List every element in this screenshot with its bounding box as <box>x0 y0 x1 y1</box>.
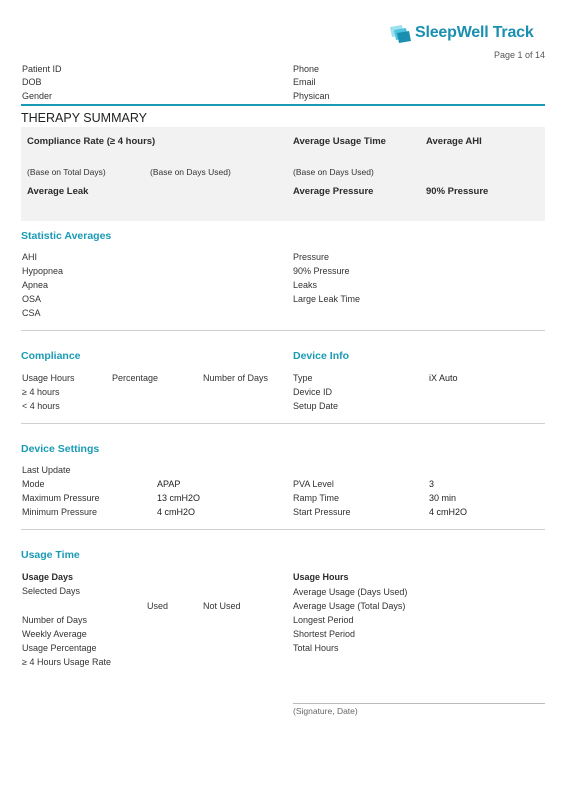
patient-id-label: Patient ID <box>22 64 62 74</box>
pva-level-label: PVA Level <box>293 479 334 489</box>
start-pressure-value: 4 cmH2O <box>429 507 468 517</box>
ramp-time-value: 30 min <box>429 493 457 503</box>
start-pressure-label: Start Pressure <box>293 507 351 517</box>
base-days-used-left-label: (Base on Days Used) <box>150 167 231 177</box>
usage-hours-header: Usage Hours <box>293 572 349 582</box>
last-update-label: Last Update <box>22 465 71 475</box>
usage-rate-label: ≥ 4 Hours Usage Rate <box>22 657 111 667</box>
number-of-days-label: Number of Days <box>22 615 88 625</box>
device-id-label: Device ID <box>293 387 333 397</box>
stat-pressure: Pressure <box>293 252 330 262</box>
pva-level-value: 3 <box>429 479 435 489</box>
compliance-row-ge4: ≥ 4 hours <box>22 387 60 397</box>
compliance-title: Compliance <box>21 350 81 362</box>
page-number: Page 1 of 14 <box>493 50 545 60</box>
not-used-label: Not Used <box>203 601 241 611</box>
compliance-col-number-of-days: Number of Days <box>203 373 269 383</box>
ramp-time-label: Ramp Time <box>293 493 340 503</box>
min-pressure-label: Minimum Pressure <box>22 507 98 517</box>
weekly-average-label: Weekly Average <box>22 629 87 639</box>
section-divider <box>21 529 545 530</box>
compliance-col-usage-hours: Usage Hours <box>22 373 75 383</box>
compliance-rate-label: Compliance Rate (≥ 4 hours) <box>27 136 156 147</box>
physician-label: Physican <box>293 91 330 101</box>
base-total-days-label: (Base on Total Days) <box>27 167 106 177</box>
pressure-90-label: 90% Pressure <box>426 186 489 197</box>
stat-osa: OSA <box>22 294 42 304</box>
header-divider <box>21 104 545 106</box>
mode-label: Mode <box>22 479 45 489</box>
email-label: Email <box>293 77 316 87</box>
compliance-col-percentage: Percentage <box>112 373 159 383</box>
avg-usage-total-days-label: Average Usage (Total Days) <box>293 601 406 611</box>
max-pressure-value: 13 cmH2O <box>157 493 201 503</box>
longest-period-label: Longest Period <box>293 615 354 625</box>
phone-label: Phone <box>293 64 320 74</box>
layered-shapes-logo-icon <box>388 23 412 45</box>
brand-name: SleepWell Track <box>415 24 534 41</box>
average-usage-time-label: Average Usage Time <box>293 136 386 147</box>
device-info-title: Device Info <box>293 350 350 362</box>
stat-apnea: Apnea <box>22 280 49 290</box>
stat-hypopnea: Hypopnea <box>22 266 64 276</box>
mode-value: APAP <box>157 479 181 489</box>
shortest-period-label: Shortest Period <box>293 629 356 639</box>
avg-usage-days-used-label: Average Usage (Days Used) <box>293 587 408 597</box>
base-days-used-right-label: (Base on Days Used) <box>293 167 374 177</box>
average-pressure-label: Average Pressure <box>293 186 374 197</box>
statistic-averages-title: Statistic Averages <box>21 230 112 242</box>
section-divider <box>21 423 545 424</box>
compliance-row-lt4: < 4 hours <box>22 401 60 411</box>
used-label: Used <box>147 601 169 611</box>
dob-label: DOB <box>22 77 42 87</box>
signature-label: (Signature, Date) <box>293 706 358 716</box>
stat-csa: CSA <box>22 308 41 318</box>
selected-days-label: Selected Days <box>22 586 81 596</box>
setup-date-label: Setup Date <box>293 401 339 411</box>
average-leak-label: Average Leak <box>27 186 89 197</box>
stat-ahi: AHI <box>22 252 38 262</box>
signature-line <box>293 703 545 704</box>
usage-time-title: Usage Time <box>21 549 80 561</box>
gender-label: Gender <box>22 91 53 101</box>
stat-90-pressure: 90% Pressure <box>293 266 350 276</box>
average-ahi-label: Average AHI <box>426 136 482 147</box>
therapy-summary-title: THERAPY SUMMARY <box>21 111 147 125</box>
total-hours-label: Total Hours <box>293 643 339 653</box>
usage-days-header: Usage Days <box>22 572 74 582</box>
usage-percentage-label: Usage Percentage <box>22 643 97 653</box>
section-divider <box>21 330 545 331</box>
min-pressure-value: 4 cmH2O <box>157 507 196 517</box>
device-type-value: iX Auto <box>429 373 458 383</box>
device-type-label: Type <box>293 373 313 383</box>
device-settings-title: Device Settings <box>21 443 100 455</box>
max-pressure-label: Maximum Pressure <box>22 493 100 503</box>
stat-leaks: Leaks <box>293 280 318 290</box>
stat-large-leak-time: Large Leak Time <box>293 294 361 304</box>
